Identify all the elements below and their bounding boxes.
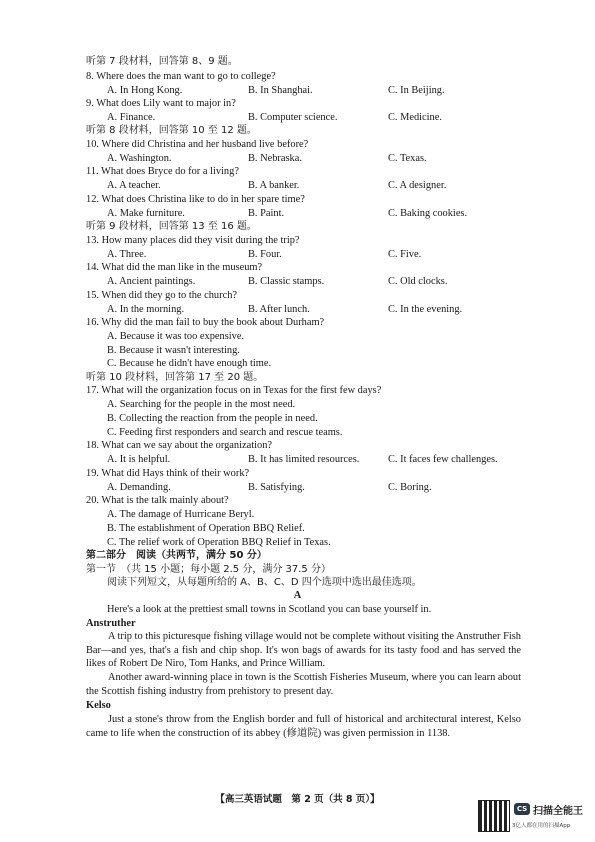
option-12a: A. Make furniture. (107, 208, 185, 219)
question-13: 13. How many places did they visit during the trip? (86, 235, 300, 246)
option-19c: C. Boring. (388, 482, 432, 493)
option-17b: B. Collecting the reaction from the people in need. (107, 413, 318, 424)
option-10a: A. Washington. (107, 153, 172, 164)
question-18: 18. What can we say about the organization? (86, 440, 273, 451)
kelso-paragraph-1: Just a stone's throw from the English border and full of historical and architectural interest, Kelso came to life when the construction of its abbey (修道院) was given permission in 1138. (86, 714, 521, 739)
question-12: 12. What does Christina like to do in her spare time? (86, 194, 305, 205)
option-12c: C. Baking cookies. (388, 208, 468, 219)
anstruther-paragraph-1: A trip to this picturesque fishing village would not be complete without visiting the Anstruther Fish Bar—and yes, that's a fish and chip shop. It's won bags of awards for its tasty food and has served the likes of Robert De Niro, Tom Hanks, and Prince William. (86, 631, 521, 670)
option-10b: B. Nebraska. (248, 153, 302, 164)
passage-label: A (293, 590, 302, 601)
section-intro-10: 听第 10 段材料，回答第 17 至 20 题。 (86, 372, 264, 383)
page-footer: 【高三英语试题 第 2 页（共 8 页）】 (215, 794, 380, 805)
option-13b: B. Four. (248, 249, 282, 260)
question-15: 15. When did they go to the church? (86, 290, 238, 301)
option-17c: C. Feeding first responders and search and rescue teams. (107, 427, 343, 438)
section-intro-7: 听第 7 段材料，回答第 8、9 题。 (86, 56, 238, 67)
option-18c: C. It faces few challenges. (388, 454, 498, 465)
anstruther-paragraph-2: Another award-winning place in town is the Scottish Fisheries Museum, where you can learn about the Scottish fishing industry from prehistory to present day. (86, 672, 521, 697)
section-one-title: 第一节 （共 15 小题；每小题 2.5 分，满分 37.5 分） (86, 564, 331, 575)
option-17a: A. Searching for the people in the most need. (107, 399, 296, 410)
question-11: 11. What does Bryce do for a living? (86, 166, 239, 177)
option-20c: C. The relief work of Operation BBQ Relief in Texas. (107, 537, 331, 548)
option-15a: A. In the morning. (107, 304, 185, 315)
reading-instruction: 阅读下列短文，从每题所给的 A、B、C、D 四个选项中选出最佳选项。 (107, 577, 422, 588)
question-20: 20. What is the talk mainly about? (86, 495, 229, 506)
option-12b: B. Paint. (248, 208, 285, 219)
town-heading-anstruther: Anstruther (86, 618, 136, 629)
question-8: 8. Where does the man want to go to college? (86, 71, 276, 82)
option-9c: C. Medicine. (388, 112, 442, 123)
option-10c: C. Texas. (388, 153, 427, 164)
option-18a: A. It is helpful. (107, 454, 171, 465)
option-11a: A. A teacher. (107, 180, 161, 191)
section-intro-8: 听第 8 段材料，回答第 10 至 12 题。 (86, 125, 257, 136)
question-14: 14. What did the man like in the museum? (86, 262, 263, 273)
option-13a: A. Three. (107, 249, 147, 260)
question-9: 9. What does Lily want to major in? (86, 98, 236, 109)
part-two-title: 第二部分 阅读（共两节，满分 50 分） (86, 550, 267, 561)
option-8c: C. In Beijing. (388, 85, 445, 96)
option-14a: A. Ancient paintings. (107, 276, 196, 287)
question-17: 17. What will the organization focus on in Texas for the first few days? (86, 385, 382, 396)
qr-code-icon (478, 800, 510, 832)
option-15c: C. In the evening. (388, 304, 463, 315)
option-18b: B. It has limited resources. (248, 454, 360, 465)
passage-intro: Here's a look at the prettiest small towns in Scotland you can base yourself in. (107, 604, 432, 615)
option-20a: A. The damage of Hurricane Beryl. (107, 509, 255, 520)
option-9a: A. Finance. (107, 112, 156, 123)
camscanner-logo-icon: CS (514, 803, 530, 815)
option-15b: B. After lunch. (248, 304, 310, 315)
scanner-app-title: 扫描全能王 (533, 806, 583, 817)
option-16a: A. Because it was too expensive. (107, 331, 245, 342)
question-19: 19. What did Hays think of their work? (86, 468, 250, 479)
option-19a: A. Demanding. (107, 482, 171, 493)
option-11c: C. A designer. (388, 180, 447, 191)
option-13c: C. Five. (388, 249, 422, 260)
option-19b: B. Satisfying. (248, 482, 305, 493)
section-intro-9: 听第 9 段材料，回答第 13 至 16 题。 (86, 221, 257, 232)
option-11b: B. A banker. (248, 180, 300, 191)
option-16b: B. Because it wasn't interesting. (107, 345, 240, 356)
question-16: 16. Why did the man fail to buy the book about Durham? (86, 317, 325, 328)
town-heading-kelso: Kelso (86, 700, 111, 711)
option-14c: C. Old clocks. (388, 276, 448, 287)
option-9b: B. Computer science. (248, 112, 338, 123)
question-10: 10. Where did Christina and her husband live before? (86, 139, 309, 150)
option-16c: C. Because he didn't have enough time. (107, 358, 272, 369)
option-8b: B. In Shanghai. (248, 85, 313, 96)
option-8a: A. In Hong Kong. (107, 85, 183, 96)
option-14b: B. Classic stamps. (248, 276, 325, 287)
scanner-app-subtitle: 3亿人都在用的扫描App (512, 823, 571, 829)
option-20b: B. The establishment of Operation BBQ Relief. (107, 523, 305, 534)
